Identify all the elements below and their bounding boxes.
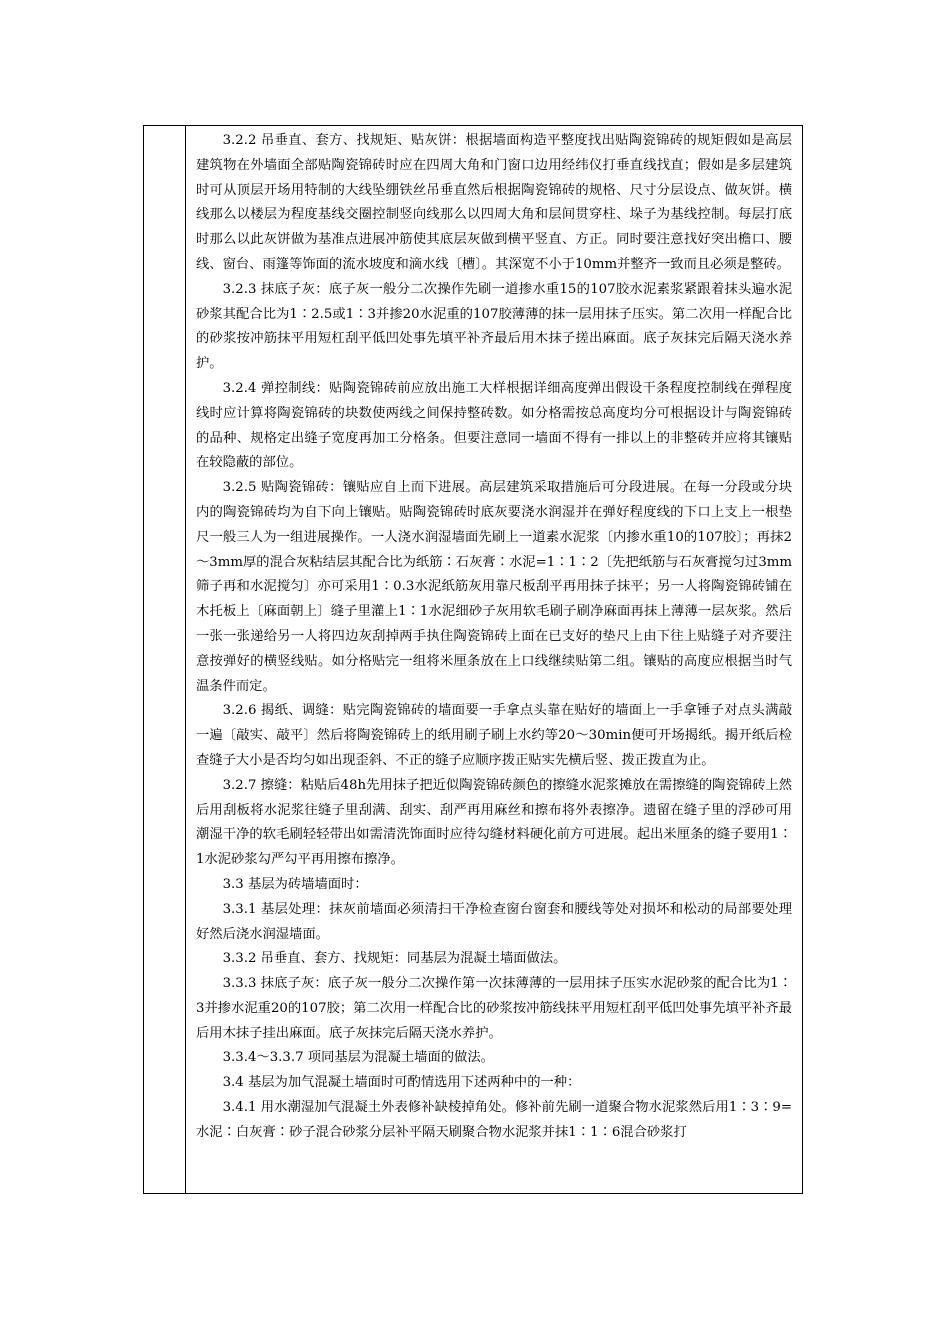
section-heading-3-4: 3.4 基层为加气混凝土墙面时可酌情选用下述两种中的一种：: [222, 1075, 581, 1091]
paragraph-3-2-2: 3.2.2 吊垂直、套方、找规矩、贴灰饼：根据墙面构造平整度找出贴陶瓷锦砖的规矩假如是高层建筑物在外墙面全部贴陶瓷锦砖时应在四周大角和门窗口边用经纬仪打垂直线找直；假如是多层建筑时可从顶层开场用特制的大线坠绷铁丝吊垂直然后根据陶瓷锦砖的规格、尺寸分层设点、做灰饼。横线那么以楼层为程度基线交圈控制竖向线那么以四周大角和层间贯穿柱、垛子为基线控制。每层打底时那么以此灰饼做为基准点进展冲筋使其底层灰做到横平竖直、方正。同时要注意找好突出檐口、腰线、窗台、雨篷等饰面的流水坡度和滴水线〔槽〕。其深宽不小于10mm并整齐一致而且必须是整砖。: [196, 133, 792, 272]
paragraph-3-2-5: 3.2.5 贴陶瓷锦砖：镶贴应自上而下进展。高层建筑采取措施后可分段进展。在每一分段或分块内的陶瓷锦砖均为自下向上镶贴。贴陶瓷锦砖时底灰要浇水润湿并在弹好程度线的下口上支上一根垫尺一般三人为一组进展操作。一人浇水润湿墙面先刷上一道素水泥浆〔内掺水重10的107胶〕；再抹2～3mm厚的混合灰粘结层其配合比为纸筋∶石灰膏∶水泥=1∶1∶2〔先把纸筋与石灰膏搅匀过3mm筛子再和水泥搅匀〕亦可采用1∶0.3水泥纸筋灰用靠尺板刮平再用抹子抹平；另一人将陶瓷锦砖铺在木托板上〔麻面朝上〕缝子里灌上1∶1水泥细砂子灰用软毛刷子刷净麻面再抹上薄薄一层灰浆。然后一张一张递给另一人将四边灰刮掉两手执住陶瓷锦砖上面在已支好的垫尺上由下往上贴缝子对齐要注意按弹好的横竖线贴。如分格贴完一组将米厘条放在上口线继续贴第二组。镶贴的高度应根据当时气温条件而定。: [196, 480, 792, 694]
paragraph-3-3-2: 3.3.2 吊垂直、套方、找规矩：同基层为混凝土墙面做法。: [222, 951, 567, 967]
paragraph-3-2-3: 3.2.3 抹底子灰：底子灰一般分二次操作先刷一道掺水重15的107胶水泥素浆紧跟着抹头遍水泥砂浆其配合比为1∶2.5或1∶3并掺20水泥重的107胶薄薄的抹一层用抹子压实。第二次用一样配合比的砂浆按冲筋抹平用短杠刮平低凹处事先填平补齐最后用木抹子搓出麻面。底子灰抹完后隔天浇水养护。: [196, 281, 792, 372]
section-heading-3-3: 3.3 基层为砖墙墙面时：: [222, 876, 368, 892]
table-left-column: [144, 126, 186, 1193]
table-content-cell: [186, 126, 802, 1193]
paragraph-3-3-3: 3.3.3 抹底子灰：底子灰一般分二次操作第一次抹薄薄的一层用抹子压实水泥砂浆的配合比为1∶3并掺水泥重20的107胶；第二次用一样配合比的砂浆按冲筋线抹平用短杠刮平低凹处事先填平补齐最后用木抹子挂出麻面。底子灰抹完后隔天浇水养护。: [196, 976, 792, 1041]
paragraph-3-4-1: 3.4.1 用水潮湿加气混凝土外表修补缺棱掉角处。修补前先刷一道聚合物水泥浆然后用1∶3∶9=水泥∶白灰膏∶砂子混合砂浆分层补平隔天刷聚合物水泥浆并抹1∶1∶6混合砂浆打: [196, 1100, 792, 1140]
content-body: [196, 129, 792, 1146]
document-table: [143, 125, 803, 1194]
paragraph-3-2-4: 3.2.4 弹控制线：贴陶瓷锦砖前应放出施工大样根据详细高度弹出假设干条程度控制线在弹程度线时应计算将陶瓷锦砖的块数使两线之间保持整砖数。如分格需按总高度均分可根据设计与陶瓷锦砖的品种、规格定出缝子宽度再加工分格条。但要注意同一墙面不得有一排以上的非整砖并应将其镶贴在较隐蔽的部位。: [196, 380, 792, 471]
paragraph-3-2-7: 3.2.7 擦缝：粘贴后48h先用抹子把近似陶瓷锦砖颜色的擦缝水泥浆摊放在需擦缝的陶瓷锦砖上然后用刮板将水泥浆往缝子里刮满、刮实、刮严再用麻丝和擦布将外表擦净。遗留在缝子里的浮砂可用潮湿干净的软毛刷轻轻带出如需清洗饰面时应待勾缝材料硬化前方可进展。起出米厘条的缝子要用1∶1水泥砂浆勾严勾平再用擦布擦净。: [196, 777, 792, 868]
paragraph-3-3-1: 3.3.1 基层处理：抹灰前墙面必须清扫干净检查窗台窗套和腰线等处对损坏和松动的局部要处理好然后浇水润湿墙面。: [196, 901, 792, 942]
paragraph-3-3-4-to-3-3-7: 3.3.4～3.3.7 项同基层为混凝土墙面的做法。: [222, 1050, 494, 1066]
paragraph-3-2-6: 3.2.6 揭纸、调缝：贴完陶瓷锦砖的墙面要一手拿点头靠在贴好的墙面上一手拿锤子对点头满敲一遍〔敲实、敲平〕然后将陶瓷锦砖上的纸用刷子刷上水约等20～30min便可开场揭纸。揭开纸后检查缝子大小是否均匀如出现歪斜、不正的缝子应顺序拨正贴实先横后竖、拨正拨直为止。: [196, 703, 792, 768]
